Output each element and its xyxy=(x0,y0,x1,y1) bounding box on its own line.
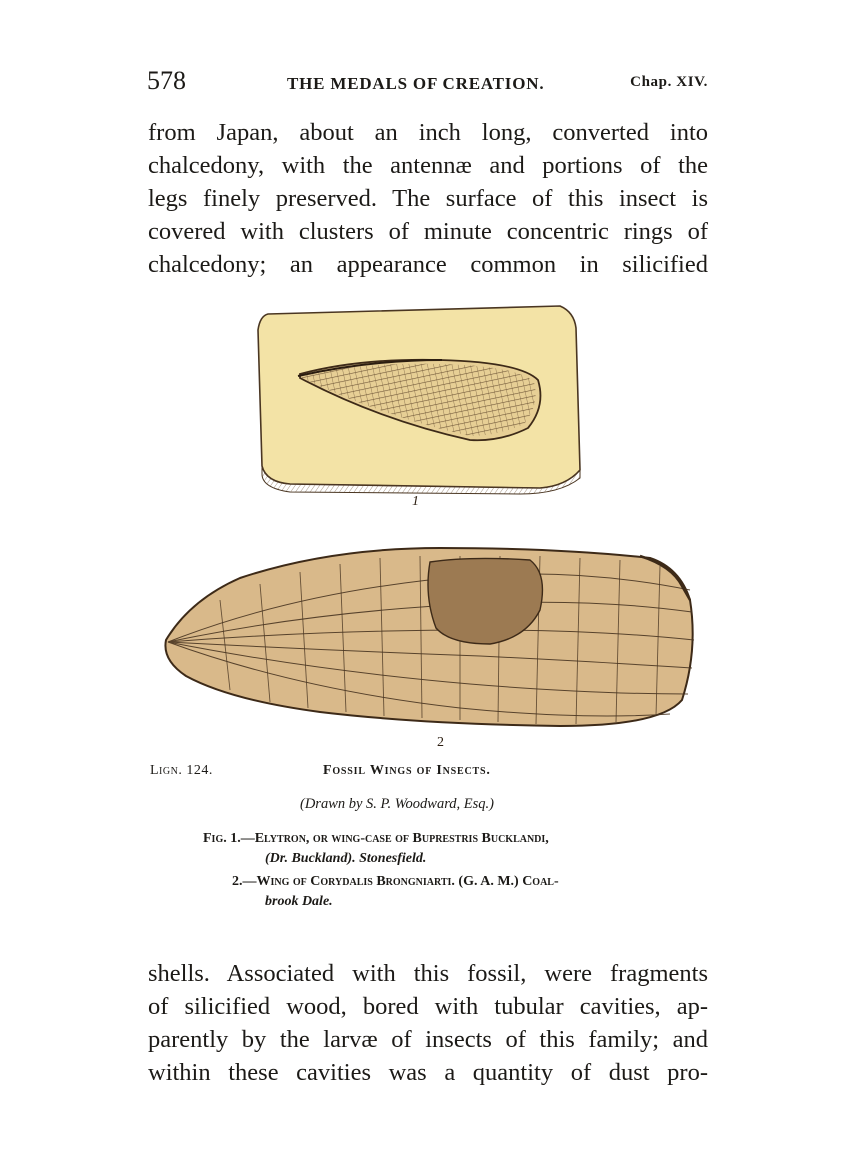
text-line: legs finely preserved. The surface of this insect is xyxy=(148,185,708,212)
figure-1-caption-cont: (Dr. Buckland). Stonesfield. xyxy=(265,851,427,866)
figure-1-slab xyxy=(258,306,580,494)
page-header xyxy=(147,66,710,100)
text-line: shells. Associated with this fossil, were fragments xyxy=(148,960,708,987)
figure-2-caption: 2.—Wing of Corydalis Brongniarti. (G. A. M.) Coal- xyxy=(232,874,559,889)
figure-1-caption: Fig. 1.—Elytron, or wing-case of Buprestris Bucklandi, xyxy=(203,831,549,846)
bottom-paragraph xyxy=(148,957,708,1089)
text-line: from Japan, about an inch long, converted into xyxy=(148,119,708,146)
text-line: of silicified wood, bored with tubular cavities, ap- xyxy=(148,993,708,1020)
text-line: within these cavities was a quantity of dust pro- xyxy=(148,1059,708,1086)
figure-2-wing xyxy=(165,548,694,726)
running-title: THE MEDALS OF CREATION. xyxy=(287,74,545,93)
figure-credit: (Drawn by S. P. Woodward, Esq.) xyxy=(300,796,495,812)
figure-label-2: 2 xyxy=(437,735,444,750)
figure-label-1: 1 xyxy=(412,494,419,509)
text-line: parently by the larvæ of insects of this family; and xyxy=(148,1026,708,1053)
text-line: chalcedony, with the antennæ and portions of the xyxy=(148,152,708,179)
lign-label: Lign. 124. xyxy=(150,763,213,778)
text-line: covered with clusters of minute concentric rings of xyxy=(148,218,708,245)
figure-title: Fossil Wings of Insects. xyxy=(323,763,491,778)
page-number: 578 xyxy=(147,66,186,95)
top-paragraph xyxy=(148,116,708,281)
text-line: chalcedony; an appearance common in silicified xyxy=(148,251,708,278)
chapter-label: Chap. XIV. xyxy=(630,74,708,90)
figure-2-caption-cont: brook Dale. xyxy=(265,894,333,909)
